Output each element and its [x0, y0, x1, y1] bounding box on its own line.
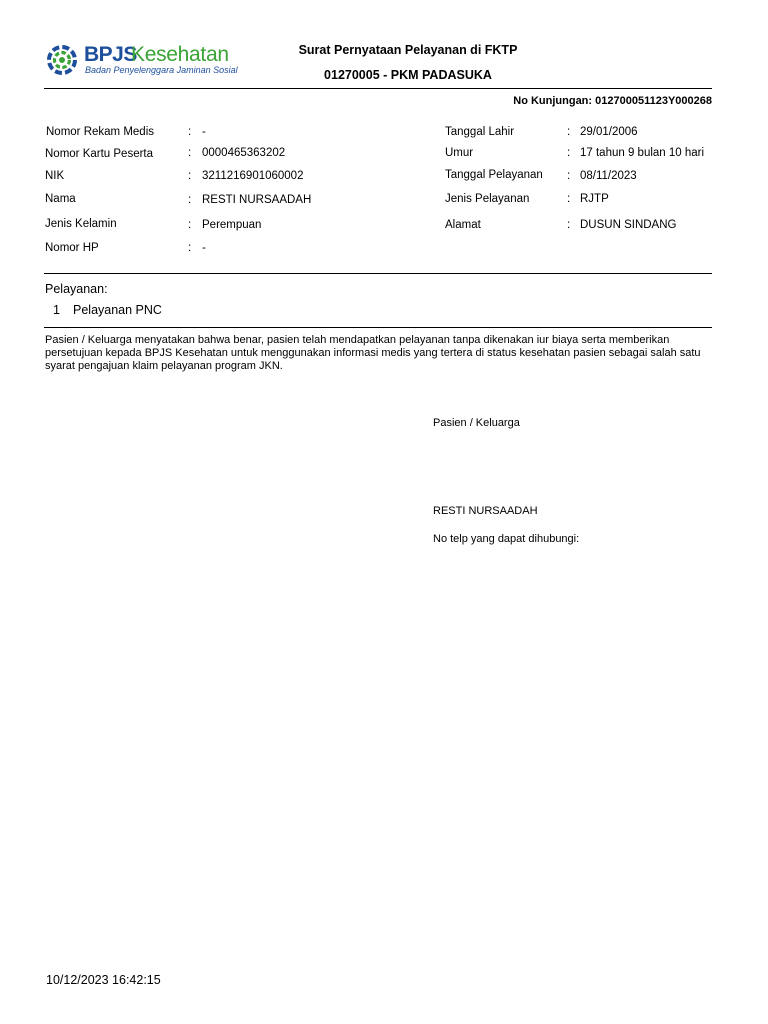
logo-brand-kesehatan: Kesehatan — [131, 43, 229, 66]
field-value-alamat: DUSUN SINDANG — [580, 219, 677, 231]
field-separator: : — [188, 170, 192, 182]
field-separator: : — [567, 147, 571, 159]
field-label-jenis-pelayanan: Jenis Pelayanan — [445, 193, 530, 205]
field-label-tanggal-pelayanan: Tanggal Pelayanan — [445, 169, 543, 181]
logo-brand-bpjs: BPJS — [84, 43, 137, 66]
field-label-nomor-hp: Nomor HP — [45, 242, 99, 254]
services-heading: Pelayanan: — [45, 282, 108, 296]
field-label-nik: NIK — [45, 170, 65, 182]
section-divider — [44, 273, 712, 274]
field-label-alamat: Alamat — [445, 219, 481, 231]
visit-number-value: 012700051123Y000268 — [595, 95, 712, 107]
field-separator: : — [567, 126, 571, 138]
field-separator: : — [567, 170, 571, 182]
field-value-tanggal-pelayanan: 08/11/2023 — [580, 170, 637, 182]
field-separator: : — [188, 242, 192, 254]
field-separator: : — [188, 219, 192, 231]
signature-name: RESTI NURSAADAH — [433, 505, 538, 517]
field-label-rekam-medis: Nomor Rekam Medis — [46, 126, 154, 138]
phone-contact-label: No telp yang dapat dihubungi: — [433, 533, 580, 545]
field-label-nama: Nama — [45, 193, 76, 205]
field-value-jenis-kelamin: Perempuan — [202, 219, 262, 231]
field-value-umur: 17 tahun 9 bulan 10 hari — [580, 147, 705, 159]
field-value-nama: RESTI NURSAADAH — [202, 194, 312, 206]
bpjs-emblem-icon — [46, 44, 78, 76]
field-value-rekam-medis: - — [202, 126, 206, 138]
service-item-number: 1 — [53, 303, 60, 317]
service-item-name: Pelayanan PNC — [73, 303, 162, 317]
logo-tagline: Badan Penyelenggara Jaminan Sosial — [85, 65, 238, 75]
document-title: Surat Pernyataan Pelayanan di FKTP — [298, 43, 518, 57]
field-separator: : — [188, 126, 192, 138]
field-label-umur: Umur — [445, 147, 474, 159]
field-separator: : — [567, 193, 571, 205]
signature-role: Pasien / Keluarga — [433, 417, 520, 429]
field-separator: : — [188, 147, 192, 159]
consent-statement: Pasien / Keluarga menyatakan bahwa benar, pasien telah mendapatkan pelayanan tanpa dikenakan iur biaya serta memberikan persetujuan kepada BPJS Kesehatan untuk menggunakan informasi medis yang tertera di status kesehatan pasien sebagai salah satu syarat pengajuan klaim pelayanan program JKN. — [45, 334, 701, 372]
print-timestamp: 10/12/2023 16:42:15 — [46, 973, 161, 987]
field-label-kartu-peserta: Nomor Kartu Peserta — [45, 148, 154, 160]
field-value-nik: 3211216901060002 — [202, 170, 304, 182]
bpjs-logo — [46, 43, 236, 77]
section-divider — [44, 327, 712, 328]
field-value-jenis-pelayanan: RJTP — [580, 193, 609, 205]
field-value-tanggal-lahir: 29/01/2006 — [580, 126, 638, 138]
header-divider — [44, 88, 712, 89]
field-label-tanggal-lahir: Tanggal Lahir — [445, 126, 515, 138]
field-value-kartu-peserta: 0000465363202 — [202, 147, 286, 159]
field-value-nomor-hp: - — [202, 242, 206, 254]
facility-name: 01270005 - PKM PADASUKA — [324, 68, 492, 82]
visit-number — [513, 95, 712, 107]
field-separator: : — [567, 219, 571, 231]
field-label-jenis-kelamin: Jenis Kelamin — [45, 218, 117, 230]
visit-number-label: No Kunjungan: — [513, 95, 593, 107]
field-separator: : — [188, 194, 192, 206]
